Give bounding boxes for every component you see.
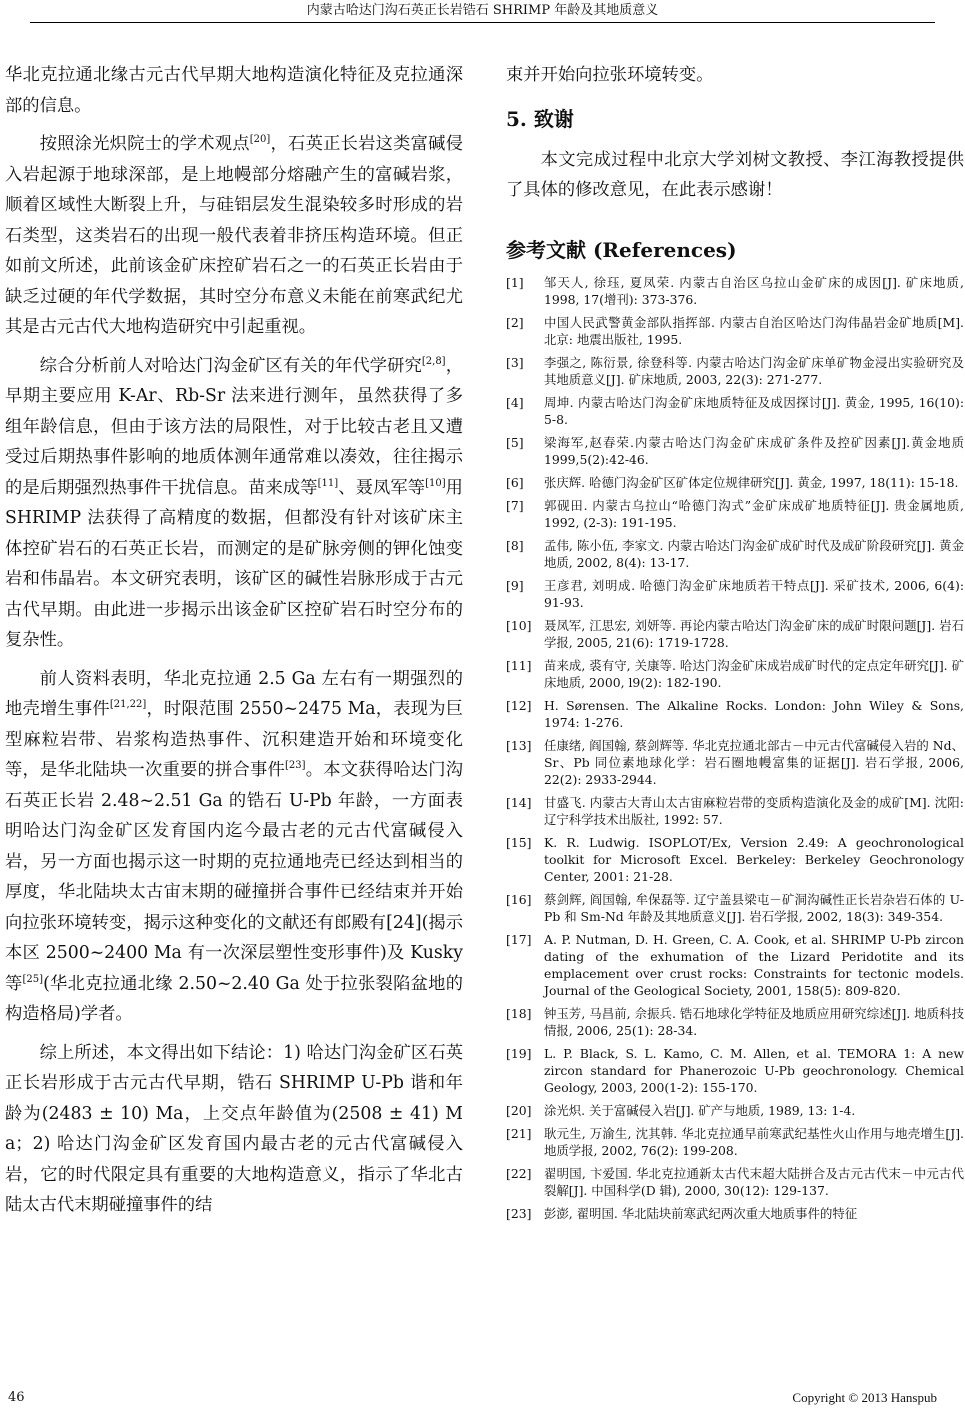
reference-item [506,1005,964,1039]
citation-2-8: [2,8] [421,355,446,367]
reference-item [506,434,964,468]
reference-text: 张庆辉. 哈德门沟金矿区矿体定位规律研究[J]. 黄金, 1997, 18(11): 15-18. [544,474,959,490]
reference-item [506,577,964,611]
reference-item [506,1165,964,1199]
paragraph-1: 华北克拉通北缘古元古代早期大地构造演化特征及克拉通深部的信息。 [5,65,463,116]
reference-text: 郭砚田. 内蒙古乌拉山“哈德门沟式”金矿床成矿地质特征[J]. 贵金属地质, 1992, (2-3): 191-195. [544,497,964,530]
reference-item [506,314,964,348]
page-number: 46 [8,1390,25,1405]
reference-item [506,737,964,788]
reference-number: [7] [506,497,524,513]
paragraph-3-text-b: ，早期主要应用 K-Ar、Rb-Sr 法来进行测年，虽然获得了多组年龄信息，但由于该方法的局限性，对于比较古老且又遭受过后期热事件影响的地质体测年通常难以凑效，往往揭示的是后期强烈热事件干扰信息。苗来成等 [5,355,463,498]
reference-item [506,794,964,828]
reference-item [506,274,964,308]
reference-number: [13] [506,737,532,753]
paragraph-continuation: 束并开始向拉张环境转变。 [506,65,714,85]
reference-number: [4] [506,394,524,410]
reference-number: [14] [506,794,532,810]
citation-11: [11] [317,477,339,489]
reference-text: 蔡剑辉, 阎国翰, 牟保磊等. 辽宁盖县梁屯－矿洞沟碱性正长岩杂岩石体的 U-Pb 和 Sm-Nd 年龄及其地质意义[J]. 岩石学报, 2002, 18(3): 349-354. [544,891,964,924]
reference-item [506,931,964,999]
citation-23: [23] [284,760,306,772]
reference-text: 翟明国, 卞爱国. 华北克拉通新太古代末超大陆拼合及古元古代末－中元古代裂解[J]. 中国科学(D 辑), 2000, 30(12): 129-137. [544,1165,964,1198]
reference-number: [6] [506,474,524,490]
paragraph-5: 综上所述，本文得出如下结论：1) 哈达门沟金矿区石英正长岩形成于古元古代早期，锆石 SHRIMP U-Pb 谐和年龄为(2483 ± 10) Ma，上交点年龄值为(2508 ± 41) Ma；2) 哈达门沟金矿区发育国内最古老的元古代富碱侵入岩，它的时代限定具有重要的大地构造意义，指示了华北古陆太古代末期碰撞事件的结 [5,1042,463,1215]
reference-text: 孟伟, 陈小伍, 李家文. 内蒙古哈达门沟金矿成矿时代及成矿阶段研究[J]. 黄金地质, 2002, 8(4): 13-17. [544,537,964,570]
reference-number: [20] [506,1102,532,1118]
reference-text: H. Sørensen. The Alkaline Rocks. London: John Wiley & Sons, 1974: 1-276. [544,697,964,730]
reference-text: 梁海军,赵春荣.内蒙古哈达门沟金矿床成矿条件及控矿因素[J].黄金地质 1999,5(2):42-46. [544,434,964,467]
reference-item [506,497,964,531]
citation-10: [10] [425,477,446,489]
reference-item [506,617,964,651]
reference-text: K. R. Ludwig. ISOPLOT/Ex, Version 2.49: A geochronological toolkit for Microsoft Excel. Berkeley: Berkeley Geochronology Center, 2001: 21-28. [544,834,964,884]
reference-text: 彭澎, 翟明国. 华北陆块前寒武纪两次重大地质事件的特征 [544,1205,858,1221]
reference-text: L. P. Black, S. L. Kamo, C. M. Allen, et al. TEMORA 1: A new zircon standard for Phanerozoic U-Pb geochronology. Chemical Geology, 2003, 200(1-2): 155-170. [544,1045,964,1095]
reference-item [506,1125,964,1159]
reference-item [506,354,964,388]
reference-text: 李强之, 陈衍景, 徐登科等. 内蒙古哈达门沟金矿床单矿物金浸出实验研究及其地质意义[J]. 矿床地质, 2003, 22(3): 271-277. [544,354,964,387]
reference-number: [15] [506,834,532,850]
paragraph-2 [5,129,463,343]
reference-number: [16] [506,891,532,907]
reference-number: [1] [506,274,524,290]
right-column [506,60,964,1228]
acknowledgement-text: 本文完成过程中北京大学刘树文教授、李江海教授提供了具体的修改意见，在此表示感谢！ [506,149,964,200]
reference-item [506,394,964,428]
reference-list [506,274,964,1222]
paragraph-4 [5,664,463,1030]
reference-item [506,1045,964,1096]
reference-item [506,891,964,925]
reference-number: [8] [506,537,524,553]
reference-number: [2] [506,314,524,330]
paragraph-2-text-b: ，石英正长岩这类富碱侵入岩起源于地球深部，是上地幔部分熔融产生的富碱岩浆，顺着区域性大断裂上升，与硅铝层发生混染较多时形成的岩石类型，这类岩石的出现一般代表着非挤压构造环境。但正如前文所述，此前该金矿床控矿岩石之一的石英正长岩由于缺乏过硬的年代学数据，其时空分布意义未能在前寒武纪尤其是古元古代大地构造研究中引起重视。 [5,134,463,337]
reference-text: 邹天人, 徐珏, 夏凤荣. 内蒙古自治区乌拉山金矿床的成因[J]. 矿床地质, 1998, 17(增刊): 373-376. [544,274,964,307]
paragraph-4-text-a: 前人资料表明，华北克拉通 2.5 Ga 左右有一期强烈的地壳增生事件 [5,668,463,719]
reference-item [506,697,964,731]
reference-number: [23] [506,1205,532,1221]
reference-number: [22] [506,1165,532,1181]
running-header: 内蒙古哈达门沟石英正长岩锆石 SHRIMP 年龄及其地质意义 [306,3,659,18]
copyright-notice: Copyright © 2013 Hanspub [792,1390,937,1405]
paragraph-3-text-a: 综合分析前人对哈达门沟金矿区有关的年代学研究 [39,355,422,376]
reference-text: 王彦君, 刘明成. 哈德门沟金矿床地质若干特点[J]. 采矿技术, 2006, 6(4): 91-93. [544,577,964,610]
reference-text: 甘盛飞. 内蒙古大青山太古宙麻粒岩带的变质构造演化及金的成矿[M]. 沈阳: 辽宁科学技术出版社, 1992: 57. [544,794,964,827]
reference-item [506,834,964,885]
citation-21-22: [21,22] [109,699,147,711]
paragraph-3-text-c: 、聂凤军等 [338,477,426,498]
paragraph-3 [5,351,463,656]
reference-item [506,537,964,571]
references-heading: 参考文献 (References) [506,237,737,262]
reference-number: [21] [506,1125,532,1141]
reference-item [506,1205,964,1222]
paragraph-4-text-d: (华北克拉通北缘 2.50~2.40 Ga 处于拉张裂陷盆地的构造格局)学者。 [5,973,463,1024]
paragraph-4-text-b: ，时限范围 2550~2475 Ma，表现为巨型麻粒岩带、岩浆构造热事件、沉积建造开始和环境变化等，是华北陆块一次重要的拼合事件 [5,699,463,780]
reference-number: [17] [506,931,532,947]
reference-text: A. P. Nutman, D. H. Green, C. A. Cook, et al. SHRIMP U-Pb zircon dating of the exhumation of the Lizard Peridotite and its emplacement over crust rocks: Constraints for tectonic models. Journal of the Geological Society, 2001, 158(5): 809-820. [544,931,964,998]
reference-text: 聂凤军, 江思宏, 刘妍等. 再论内蒙古哈达门沟金矿床的成矿时限问题[J]. 岩石学报, 2005, 21(6): 1719-1728. [544,617,964,650]
reference-text: 任康绪, 阎国翰, 蔡剑辉等. 华北克拉通北部古－中元古代富碱侵入岩的 Nd、Sr、Pb 同位素地球化学：岩石圈地幔富集的证据[J]. 岩石学报, 2006, 22(2): 2933-2944. [544,737,964,787]
citation-20: [20] [249,134,271,146]
reference-number: [3] [506,354,524,370]
reference-text: 苗来成, 裘有守, 关康等. 哈达门沟金矿床成岩成矿时代的定点定年研究[J]. 矿床地质, 2000, l9(2): 182-190. [544,657,964,690]
reference-item [506,1102,964,1119]
paragraph-3-text-d: 用 SHRIMP 法获得了高精度的数据，但都没有针对该矿床主体控矿岩石的石英正长岩，而测定的是矿脉旁侧的钾化蚀变岩和伟晶岩。本文研究表明，该矿区的碱性岩脉形成于古元古代早期。由此进一步揭示出该金矿区控矿岩石时空分布的复杂性。 [5,477,463,650]
paragraph-2-text-a: 按照涂光炽院士的学术观点 [39,134,250,154]
reference-number: [18] [506,1005,532,1021]
paragraph-4-text-c: 。本文获得哈达门沟石英正长岩 2.48~2.51 Ga 的锆石 U-Pb 年龄，一方面表明哈达门沟金矿区发育国内迄今最古老的元古代富碱侵入岩，另一方面也揭示这一时期的克拉通地壳已经达到相当的厚度，华北陆块太古宙末期的碰撞拼合事件已经结束并开始向拉张环境转变，揭示这种变化的文献还有郎殿有[24](揭示本区 2500~2400 Ma 有一次深层塑性变形事件)及 Kusky 等 [5,760,463,994]
header-rule [30,22,935,23]
reference-number: [10] [506,617,532,633]
reference-text: 钟玉芳, 马昌前, 佘振兵. 锆石地球化学特征及地质应用研究综述[J]. 地质科技情报, 2006, 25(1): 28-34. [544,1005,964,1038]
citation-25: [25] [22,973,44,985]
reference-number: [12] [506,697,532,713]
left-column [5,60,463,1221]
reference-number: [5] [506,434,524,450]
reference-text: 中国人民武警黄金部队指挥部. 内蒙古自治区哈达门沟伟晶岩金矿地质[M]. 北京: 地震出版社, 1995. [544,314,964,347]
reference-item [506,474,964,491]
reference-number: [19] [506,1045,532,1061]
reference-item [506,657,964,691]
reference-text: 耿元生, 万渝生, 沈其韩. 华北克拉通早前寒武纪基性火山作用与地壳增生[J]. 地质学报, 2002, 76(2): 199-208. [544,1125,964,1158]
reference-text: 涂光炽. 关于富碱侵入岩[J]. 矿产与地质, 1989, 13: 1-4. [544,1102,856,1118]
reference-text: 周坤. 内蒙古哈达门沟金矿床地质特征及成因探讨[J]. 黄金, 1995, 16(10): 5-8. [544,394,964,427]
acknowledgement-heading: 5. 致谢 [506,106,574,131]
reference-number: [11] [506,657,532,673]
reference-number: [9] [506,577,524,593]
